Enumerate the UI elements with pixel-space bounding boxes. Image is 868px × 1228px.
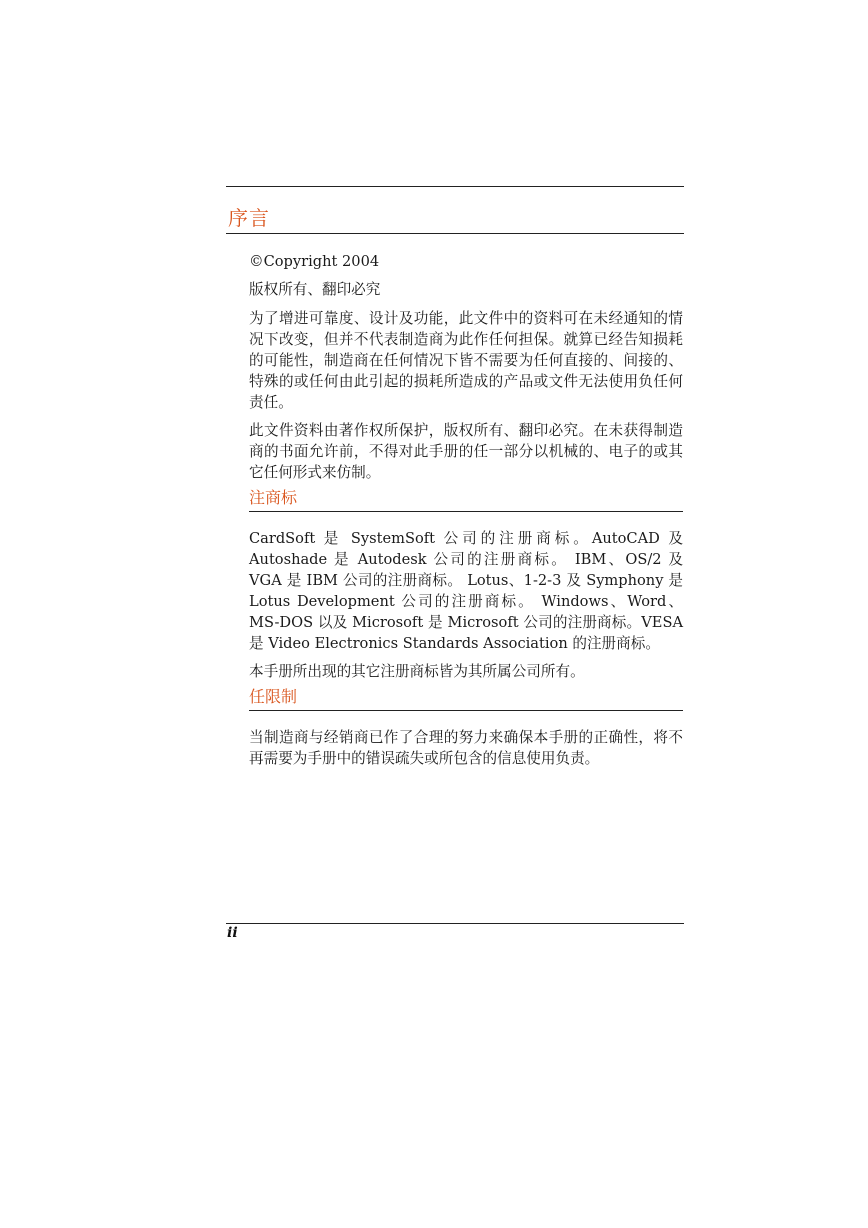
- top-rule: [226, 186, 684, 187]
- copyright-line: ©Copyright 2004: [249, 253, 380, 270]
- trademarks-paragraph: CardSoft 是 SystemSoft 公司的注册商标。AutoCAD 及 Autoshade 是 Autodesk 公司的注册商标。 IBM、OS/2 及 VGA 是 IBM 公司的注册商标。 Lotus、1-2-3 及 Symphony 是 Lotus Development 公司的注册商标。 Windows、Word、MS-DOS 以及 Microsoft 是 Microsoft 公司的注册商标。VESA 是 Video Electronics Standards Association 的注册商标。: [249, 530, 683, 652]
- page-number: ii: [227, 925, 238, 941]
- limitation-heading: 任限制: [249, 686, 683, 711]
- page-title: 序言: [228, 206, 270, 230]
- trademarks-heading: 注商标: [249, 487, 683, 512]
- disclaimer-paragraph: 为了增进可靠度、设计及功能，此文件中的资料可在未经通知的情况下改变，但并不代表制造商为此作任何担保。就算已经告知损耗的可能性，制造商在任何情况下皆不需要为任何直接的、间接的、特殊的或任何由此引起的损耗所造成的产品或文件无法使用负任何责任。: [249, 310, 683, 411]
- footer-rule: [226, 923, 684, 924]
- trademarks-note: 本手册所出现的其它注册商标皆为其所属公司所有。: [249, 663, 585, 680]
- document-body: [249, 251, 683, 776]
- copyright-paragraph: 此文件资料由著作权所保护，版权所有、翻印必究。在未获得制造商的书面允许前，不得对此手册的任一部分以机械的、电子的或其它任何形式来仿制。: [249, 422, 683, 481]
- rights-line: 版权所有、翻印必究: [249, 281, 381, 298]
- title-rule: [226, 233, 684, 234]
- limitation-paragraph: 当制造商与经销商已作了合理的努力来确保本手册的正确性，将不再需要为手册中的错误疏失或所包含的信息使用负责。: [249, 729, 683, 767]
